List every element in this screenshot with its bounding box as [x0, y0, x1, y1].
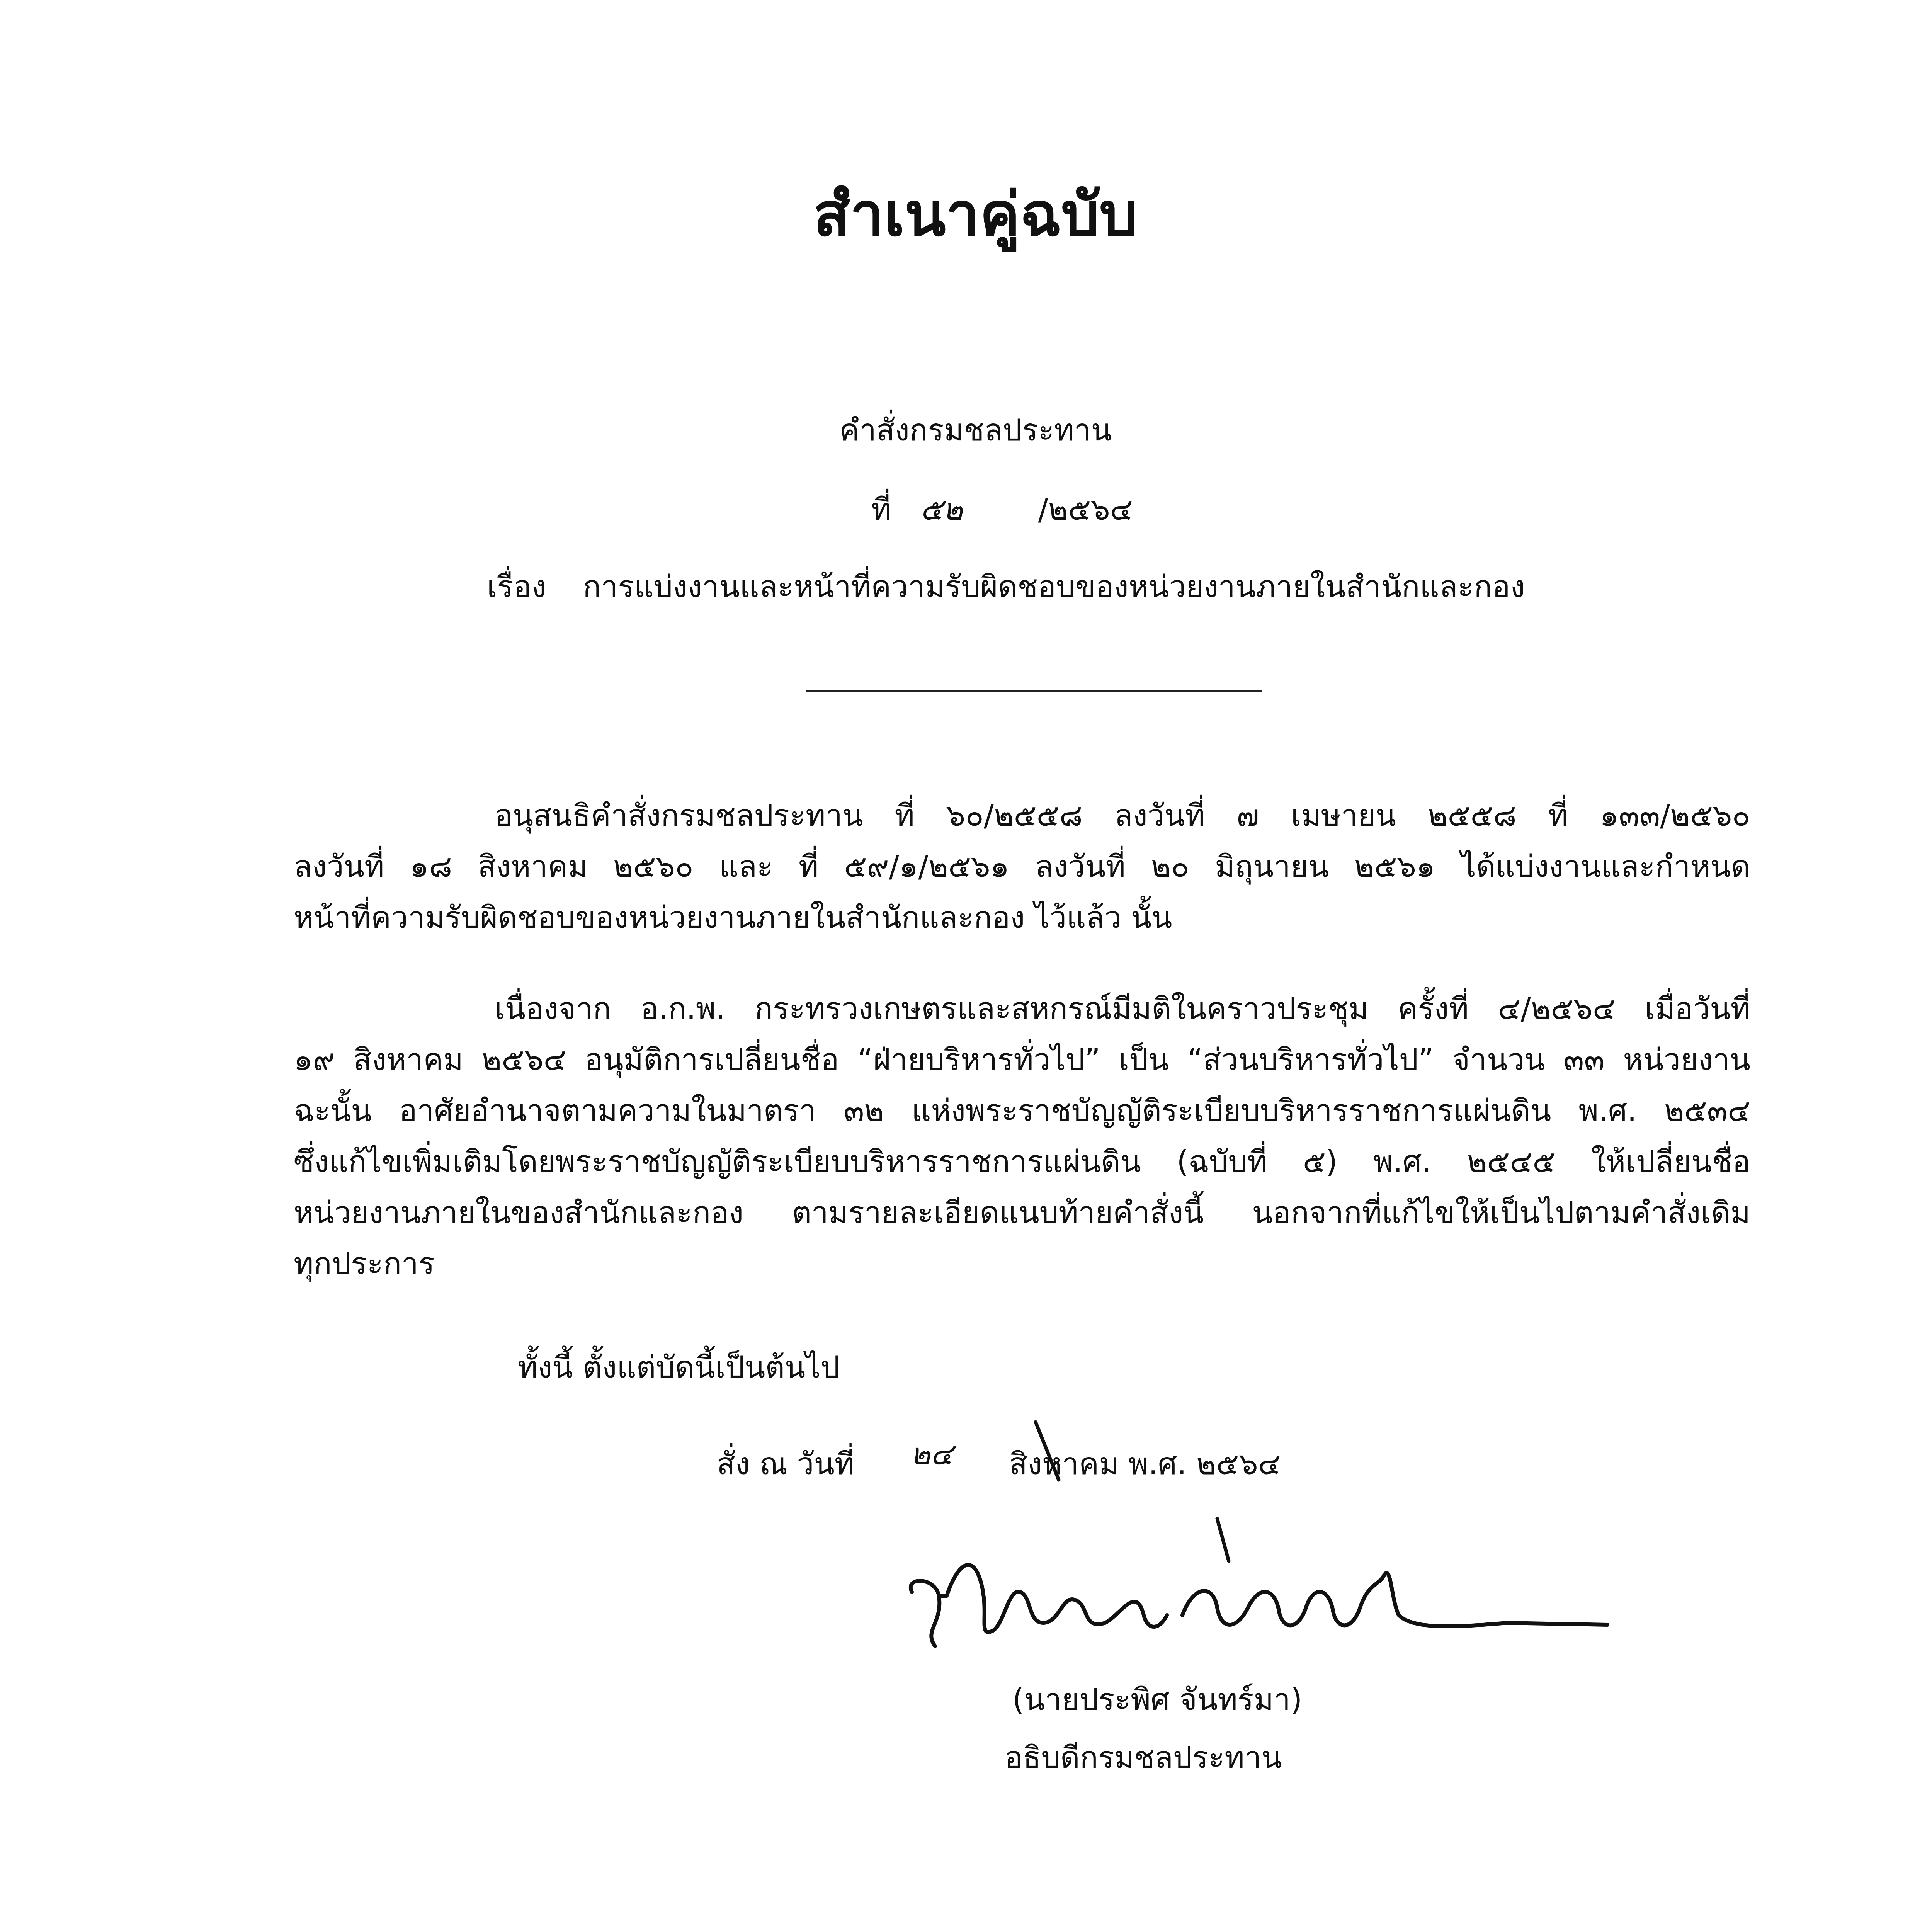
- director-signature: [889, 1414, 1623, 1685]
- day-handwritten: ๒๔: [910, 1437, 953, 1472]
- para2-line: ทุกประการ: [294, 1247, 435, 1281]
- paragraph-order: [294, 983, 1750, 1289]
- number-prefix: ที่: [871, 492, 891, 527]
- para1-line: หน้าที่ความรับผิดชอบของหน่วยงานภายในสำนักและกอง ไว้แล้ว นั้น: [294, 900, 1172, 935]
- copy-title: สำเนาคู่ฉบับ: [813, 179, 1138, 250]
- paragraph-reference: [294, 790, 1750, 943]
- para2-line: หน่วยงานภายในของสำนักและกอง ตามรายละเอียดแนบท้ายคำสั่งนี้ นอกจากที่แก้ไขให้เป็นไปตามคำสั่งเดิม: [294, 1196, 1750, 1230]
- para2-line: ๑๙ สิงหาคม ๒๕๖๔ อนุมัติการเปลี่ยนชื่อ “ฝ่ายบริหารทั่วไป” เป็น “ส่วนบริหารทั่วไป” จำนวน ๓๓ หน่วยงาน: [294, 1043, 1750, 1077]
- order-heading: คำสั่งกรมชลประทาน: [839, 413, 1112, 448]
- month-year: สิงหาคม พ.ศ. ๒๕๖๔: [1009, 1447, 1281, 1481]
- order-number-line: [871, 492, 1133, 527]
- subject-label: เรื่อง: [487, 570, 546, 604]
- divider: [806, 690, 1262, 692]
- subject-text: การแบ่งงานและหน้าที่ความรับผิดชอบของหน่วยงานภายในสำนักและกอง: [583, 570, 1525, 604]
- signatory-position: อธิบดีกรมชลประทาน: [1005, 1740, 1282, 1775]
- number-handwritten: ๕๒: [920, 492, 963, 527]
- given-label: สั่ง ณ วันที่: [717, 1447, 855, 1481]
- number-suffix: /๒๕๖๔: [1038, 492, 1133, 527]
- effective-statement: ทั้งนี้ ตั้งแต่บัดนี้เป็นต้นไป: [518, 1350, 840, 1385]
- para2-line: เนื่องจาก อ.ก.พ. กระทรวงเกษตรและสหกรณ์มีมติในคราวประชุม ครั้งที่ ๔/๒๕๖๔ เมื่อวันที่: [495, 992, 1750, 1026]
- para1-line: อนุสนธิคำสั่งกรมชลประทาน ที่ ๖๐/๒๕๕๘ ลงวันที่ ๗ เมษายน ๒๕๕๘ ที่ ๑๓๓/๒๕๖๐: [495, 798, 1750, 833]
- para2-line: ซึ่งแก้ไขเพิ่มเติมโดยพระราชบัญญัติระเบียบบริหารราชการแผ่นดิน (ฉบับที่ ๕) พ.ศ. ๒๕๔๕ ให้เปลี่ยนชื่อ: [294, 1145, 1750, 1179]
- signatory-name: (นายประพิศ จันทร์มา): [1012, 1682, 1303, 1717]
- subject-line: [487, 572, 1525, 602]
- para2-line: ฉะนั้น อาศัยอำนาจตามความในมาตรา ๓๒ แห่งพระราชบัญญัติระเบียบบริหารราชการแผ่นดิน พ.ศ. ๒๕๓๔: [294, 1094, 1750, 1128]
- para1-line: ลงวันที่ ๑๘ สิงหาคม ๒๕๖๐ และ ที่ ๕๙/๑/๒๕๖๑ ลงวันที่ ๒๐ มิถุนายน ๒๕๖๑ ได้แบ่งงานและกำหนด: [294, 849, 1750, 884]
